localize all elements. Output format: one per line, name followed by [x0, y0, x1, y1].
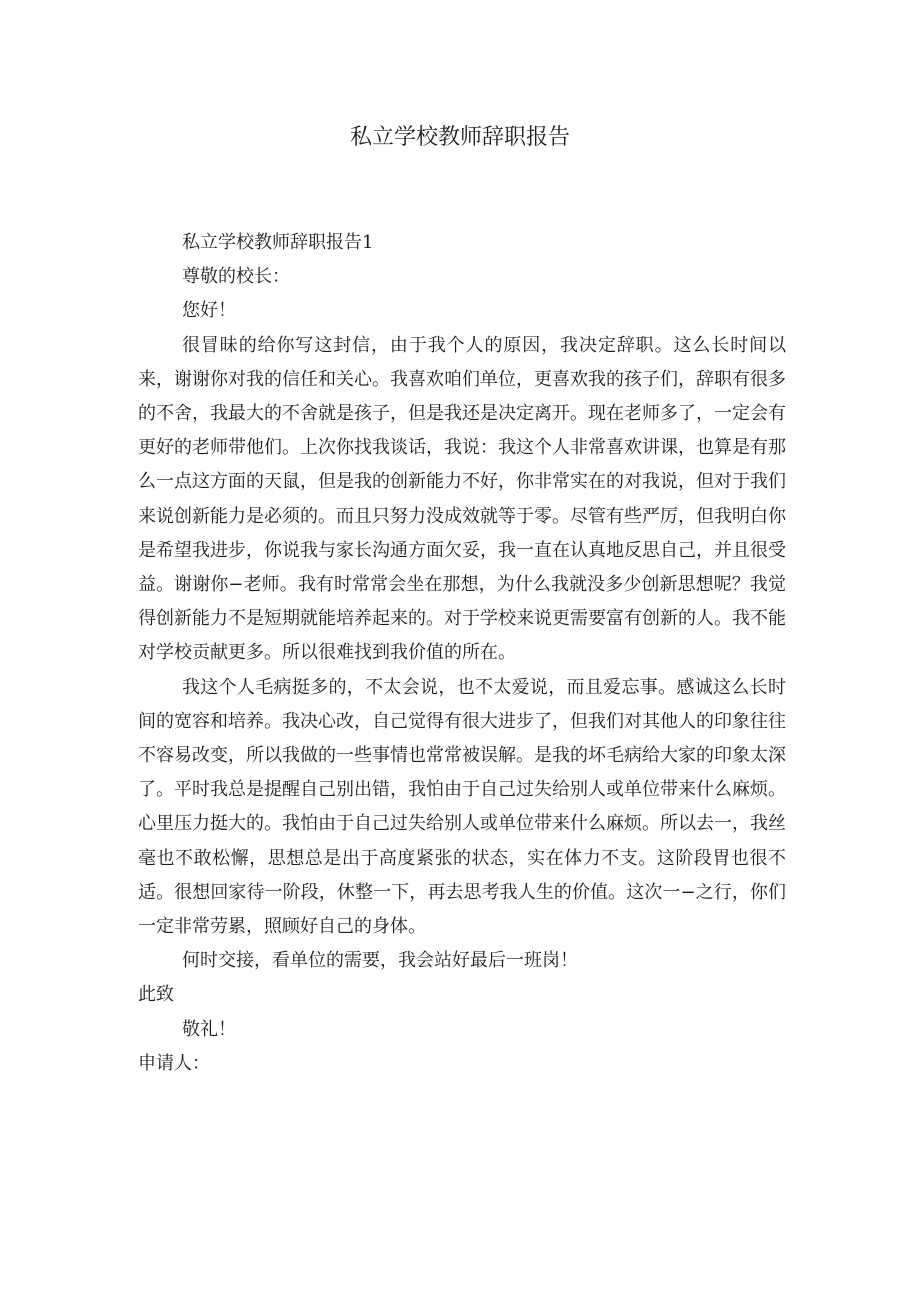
greeting: 您好！ — [182, 300, 236, 322]
body-paragraph: 我这个人毛病挺多的，不太会说，也不太爱说，而且爱忘事。感诚这么长时间的宽容和培养。我决心改，自己觉得有很大进步了，但我们对其他人的印象往往不容易改变，所以我做的一些事情也常常被误解。是我的坏毛病给大家的印象太深了。平时我总是提醒自己别出错，我怕由于自己过失给别人或单位带来什么麻烦。心里压力挺大的。我怕由于自己过失给别人或单位带来什么麻烦。所以去一，我丝毫也不敢松懈，思想总是出于高度紧张的状态，实在体力不支。这阶段胃也很不适。很想回家待一阶段，休整一下，再去思考我人生的价值。这次一−之行，你们一定非常劳累，照顾好自己的身体。 — [138, 676, 786, 938]
closing-line-1: 此致 — [138, 984, 174, 1006]
closing-line-2: 敬礼！ — [182, 1018, 236, 1040]
body-paragraph: 很冒昧的给你写这封信，由于我个人的原因，我决定辞职。这么长时间以来，谢谢你对我的信任和关心。我喜欢咱们单位，更喜欢我的孩子们，辞职有很多的不舍，我最大的不舍就是孩子，但是我还是决定离开。现在老师多了，一定会有更好的老师带他们。上次你找我谈话，我说：我这个人非常喜欢讲课，也算是有那么一点这方面的天鼠，但是我的创新能力不好，你非常实在的对我说，但对于我们来说创新能力是必须的。而且只努力没成效就等于零。尽管有些严厉，但我明白你是希望我进步，你说我与家长沟通方面欠妥，我一直在认真地反思自己，并且很受益。谢谢你−老师。我有时常常会坐在那想，为什么我就没多少创新思想呢？我觉得创新能力不是短期就能培养起来的。对于学校来说更需要富有创新的人。我不能对学校贡献更多。所以很难找到我价值的所在。 — [138, 334, 786, 664]
signature-label: 申请人： — [138, 1052, 210, 1074]
document-title: 私立学校教师辞职报告 — [349, 125, 570, 150]
salutation: 尊敬的校长： — [182, 266, 290, 288]
body-paragraph: 何时交接，看单位的需要，我会站好最后一班岗！ — [182, 950, 578, 972]
document-subtitle: 私立学校教师辞职报告1 — [182, 232, 374, 253]
document-body — [138, 226, 786, 1081]
